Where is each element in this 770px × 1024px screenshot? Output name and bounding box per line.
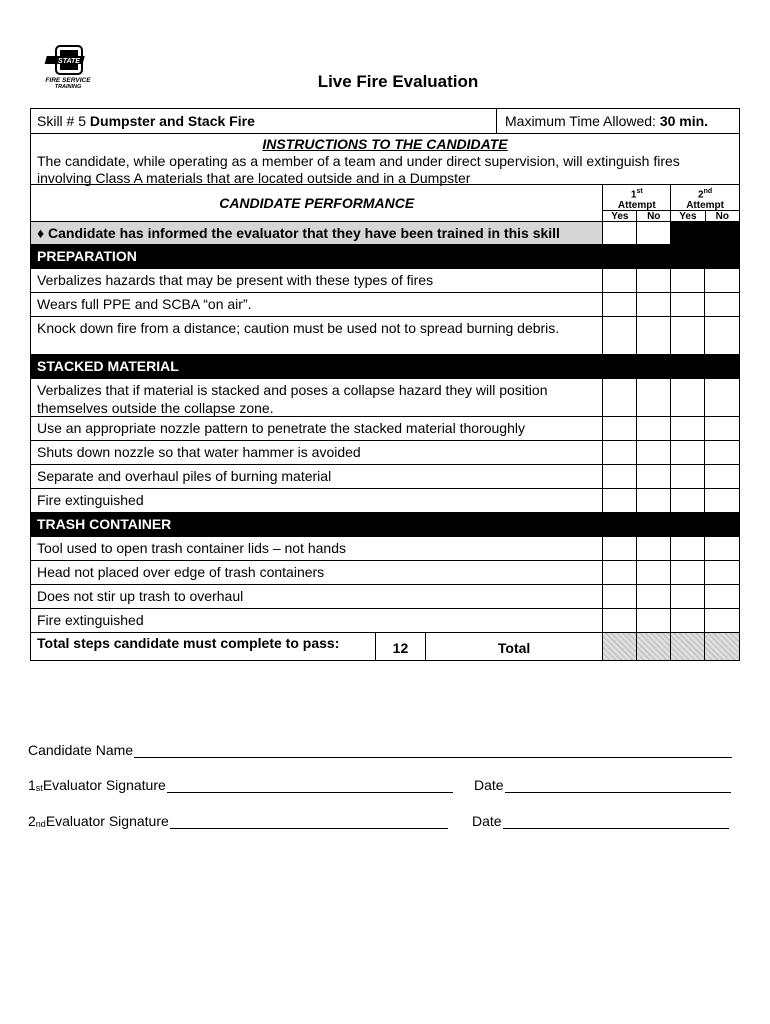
check-box-attempt1-no[interactable] [637,222,671,244]
check-box[interactable] [637,379,671,416]
candidate-performance-label: CANDIDATE PERFORMANCE [31,185,603,221]
evaluator-2-number: 2 [28,813,36,829]
logo-state-text: STATE [58,58,80,65]
document-title: Live Fire Evaluation [317,72,479,91]
check-box[interactable] [637,417,671,440]
check-box[interactable] [637,489,671,512]
section-header-stacked-material: STACKED MATERIAL [31,355,739,379]
skill-cell [31,109,497,133]
check-box[interactable] [603,561,637,584]
attempt-2-header [671,185,739,221]
evaluator-1-number: 1 [28,777,36,793]
attempt-1-number: 1 [630,189,637,201]
check-box[interactable] [671,379,705,416]
shaded-total-cell [671,633,705,660]
check-box[interactable] [705,585,739,608]
check-box[interactable] [603,379,637,416]
evaluator-1-date-field [474,777,731,793]
time-label: Maximum Time Allowed: [505,113,660,129]
time-value: 30 min. [659,113,709,129]
evaluator-2-signature-field [28,813,448,829]
logo-training-text: TRAINING [54,84,82,90]
check-box[interactable] [671,489,705,512]
check-box[interactable] [637,585,671,608]
evaluator-2-label: Evaluator Signature [45,813,169,829]
check-box[interactable] [705,317,739,354]
total-row [31,633,739,660]
check-box[interactable] [671,537,705,560]
shaded-total-cell [705,633,739,660]
attempt-2-yes-label: Yes [671,211,705,222]
check-box[interactable] [671,269,705,292]
check-box[interactable] [637,317,671,354]
check-box[interactable] [637,441,671,464]
instructions-row [31,134,739,185]
checklist-item [31,379,739,417]
checklist-item [31,441,739,465]
attempt-2-word: Attempt [686,200,724,212]
check-box[interactable] [671,561,705,584]
performance-header-row [31,185,739,222]
attempt-1-yes-label: Yes [603,211,637,222]
check-box[interactable] [603,293,637,316]
item-text: Use an appropriate nozzle pattern to penetrate the stacked material thoroughly [31,417,603,440]
candidate-name-field [28,742,732,758]
checklist-item [31,465,739,489]
blocked-cell [705,222,739,244]
item-text: Knock down fire from a distance; caution must be used not to spread burning debris. [31,317,603,354]
check-box-attempt1-yes[interactable] [603,222,637,244]
evaluator-1-suffix: st [35,783,43,793]
section-header-preparation: PREPARATION [31,245,739,269]
checklist-item [31,537,739,561]
candidate-name-line[interactable] [134,744,732,758]
check-box[interactable] [705,379,739,416]
check-box[interactable] [637,609,671,632]
item-text: Does not stir up trash to overhaul [31,585,603,608]
check-box[interactable] [671,317,705,354]
skill-row [31,109,739,134]
check-box[interactable] [705,293,739,316]
attempt-2-number: 2 [698,189,704,201]
check-box[interactable] [603,609,637,632]
evaluator-2-date-line[interactable] [503,815,729,829]
checklist-item [31,561,739,585]
check-box[interactable] [603,317,637,354]
check-box[interactable] [705,561,739,584]
check-box[interactable] [671,441,705,464]
total-steps-value: 12 [376,633,426,660]
shaded-total-cell [603,633,637,660]
check-box[interactable] [705,465,739,488]
trained-text: ♦ Candidate has informed the evaluator that they have been trained in this skill [31,222,603,244]
checklist-item [31,293,739,317]
check-box[interactable] [603,441,637,464]
evaluator-2-date-label: Date [472,813,502,829]
check-box[interactable] [671,585,705,608]
time-cell [497,109,739,133]
check-box[interactable] [603,465,637,488]
candidate-name-label: Candidate Name [28,742,134,758]
check-box[interactable] [603,585,637,608]
item-text: Separate and overhaul piles of burning material [31,465,603,488]
total-label: Total [426,633,603,660]
total-steps-label: Total steps candidate must complete to pass: [31,633,376,660]
attempt-1-header [603,185,671,221]
attempt-2-no-label: No [715,211,729,222]
item-text: Verbalizes that if material is stacked and poses a collapse hazard they will position themselves outside the collapse zone. [31,379,603,416]
evaluator-1-label: Evaluator Signature [42,777,166,793]
item-text: Fire extinguished [31,609,603,632]
section-header-trash-container: TRASH CONTAINER [31,513,739,537]
item-text: Tool used to open trash container lids – not hands [31,537,603,560]
check-box[interactable] [705,269,739,292]
checklist-item [31,417,739,441]
skill-name: Dumpster and Stack Fire [89,113,255,129]
evaluator-1-signature-line[interactable] [167,779,453,793]
check-box[interactable] [671,293,705,316]
item-text: Head not placed over edge of trash containers [31,561,603,584]
evaluation-form [30,108,740,661]
evaluator-2-date-field [472,813,729,829]
check-box[interactable] [671,417,705,440]
item-text: Shuts down nozzle so that water hammer is avoided [31,441,603,464]
logo-fire-service-text: FIRE SERVICE [45,77,91,84]
checklist-item [31,269,739,293]
checklist-item [31,609,739,633]
check-box[interactable] [603,269,637,292]
check-box[interactable] [705,609,739,632]
evaluator-2-signature-line[interactable] [170,815,448,829]
check-box[interactable] [637,561,671,584]
checklist-item [31,317,739,355]
checklist-item [31,585,739,609]
instructions-heading: INSTRUCTIONS TO THE CANDIDATE [262,136,508,152]
check-box[interactable] [705,441,739,464]
attempt-1-suffix: st [636,188,643,195]
check-box[interactable] [637,269,671,292]
checklist-item [31,489,739,513]
blocked-cell [671,222,705,244]
check-box[interactable] [603,417,637,440]
shaded-total-cell [637,633,671,660]
item-text: Wears full PPE and SCBA “on air”. [31,293,603,316]
attempt-2-suffix: nd [703,188,713,195]
instructions-text: The candidate, while operating as a member of a team and under direct supervision, will extinguish fires involving Class A materials that are located outside and in a Dumpster [37,153,680,186]
item-text: Verbalizes hazards that may be present with these types of fires [31,269,603,292]
check-box[interactable] [705,537,739,560]
check-box[interactable] [671,465,705,488]
check-box[interactable] [637,293,671,316]
evaluator-1-date-line[interactable] [505,779,731,793]
check-box[interactable] [637,537,671,560]
check-box[interactable] [705,489,739,512]
check-box[interactable] [671,609,705,632]
check-box[interactable] [603,537,637,560]
check-box[interactable] [705,417,739,440]
evaluator-2-suffix: nd [35,819,46,829]
attempt-1-word: Attempt [617,200,656,212]
skill-prefix: Skill # 5 [37,113,90,129]
evaluator-1-signature-field [28,777,453,793]
check-box[interactable] [603,489,637,512]
check-box[interactable] [637,465,671,488]
attempt-1-no-label: No [647,211,661,222]
trained-row [31,222,739,245]
evaluator-1-date-label: Date [474,777,504,793]
item-text: Fire extinguished [31,489,603,512]
